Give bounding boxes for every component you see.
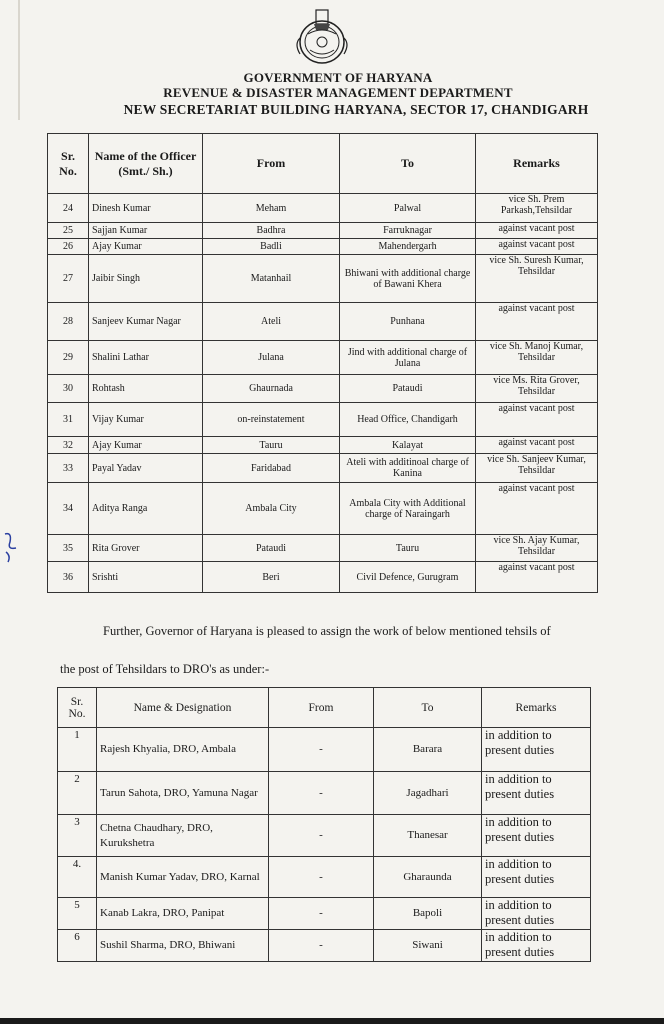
from-cell: Faridabad xyxy=(203,454,340,483)
remarks-cell: vice Sh. Prem Parkash,Tehsildar xyxy=(476,194,598,223)
name-cell: Manish Kumar Yadav, DRO, Karnal xyxy=(97,857,269,898)
remarks-cell: vice Sh. Ajay Kumar, Tehsildar xyxy=(476,535,598,562)
name-cell: Sanjeev Kumar Nagar xyxy=(89,303,203,341)
remarks-cell: in addition to present duties xyxy=(482,815,591,857)
sr-cell: 6 xyxy=(58,930,97,962)
to-cell: Tauru xyxy=(340,535,476,562)
from-cell: Ateli xyxy=(203,303,340,341)
remarks-cell: vice Sh. Sanjeev Kumar, Tehsildar xyxy=(476,454,598,483)
table-row xyxy=(48,483,598,535)
instruction-paragraph-line1: Further, Governor of Haryana is pleased to assign the work of below mentioned tehsils of xyxy=(103,624,551,638)
remarks-cell: against vacant post xyxy=(476,223,598,239)
haryana-emblem-icon xyxy=(286,4,358,66)
from-cell: Badli xyxy=(203,239,340,255)
header-address: NEW SECRETARIAT BUILDING HARYANA, SECTOR 17, CHANDIGARH xyxy=(123,102,589,117)
remarks-cell: in addition to present duties xyxy=(482,772,591,815)
sr-cell: 29 xyxy=(48,341,89,375)
name-cell: Ajay Kumar xyxy=(89,239,203,255)
to-cell: Siwani xyxy=(374,930,482,962)
table-row xyxy=(48,255,598,303)
from-cell: Julana xyxy=(203,341,340,375)
sr-cell: 35 xyxy=(48,535,89,562)
to-cell: Head Office, Chandigarh xyxy=(340,403,476,437)
table-row xyxy=(48,562,598,593)
sr-cell: 3 xyxy=(58,815,97,857)
to-cell: Jind with additional charge of Julana xyxy=(340,341,476,375)
remarks-cell: in addition to present duties xyxy=(482,930,591,962)
remarks-cell: against vacant post xyxy=(476,403,598,437)
sr-cell: 31 xyxy=(48,403,89,437)
to-cell: Gharaunda xyxy=(374,857,482,898)
table-row xyxy=(58,772,591,815)
table-row xyxy=(48,437,598,454)
name-cell: Srishti xyxy=(89,562,203,593)
sr-cell: 30 xyxy=(48,375,89,403)
dro-assignment-table xyxy=(57,687,591,962)
column-header-officer-name: Name of the Officer (Smt./ Sh.) xyxy=(89,134,203,194)
name-cell: Sushil Sharma, DRO, Bhiwani xyxy=(97,930,269,962)
sr-cell: 2 xyxy=(58,772,97,815)
name-cell: Tarun Sahota, DRO, Yamuna Nagar xyxy=(97,772,269,815)
to-cell: Jagadhari xyxy=(374,772,482,815)
remarks-cell: against vacant post xyxy=(476,303,598,341)
instruction-paragraph-line2: the post of Tehsildars to DRO's as under:- xyxy=(60,662,270,676)
from-cell: Badhra xyxy=(203,223,340,239)
table-row xyxy=(48,535,598,562)
table-row xyxy=(48,194,598,223)
to-cell: Ateli with additinoal charge of Kanina xyxy=(340,454,476,483)
table-row xyxy=(48,375,598,403)
to-cell: Bapoli xyxy=(374,898,482,930)
transfer-table xyxy=(47,133,598,593)
name-cell: Jaibir Singh xyxy=(89,255,203,303)
table-row xyxy=(58,898,591,930)
to-cell: Bhiwani with additional charge of Bawani Khera xyxy=(340,255,476,303)
sr-cell: 26 xyxy=(48,239,89,255)
remarks-cell: in addition to present duties xyxy=(482,857,591,898)
sr-cell: 32 xyxy=(48,437,89,454)
from-cell: - xyxy=(269,898,374,930)
from-cell: - xyxy=(269,857,374,898)
from-cell: Meham xyxy=(203,194,340,223)
column-header-remarks: Remarks xyxy=(476,134,598,194)
remarks-cell: in addition to present duties xyxy=(482,728,591,772)
header-department: REVENUE & DISASTER MANAGEMENT DEPARTMENT xyxy=(163,85,513,100)
to-cell: Barara xyxy=(374,728,482,772)
handwritten-margin-mark xyxy=(2,530,20,564)
sr-cell: 36 xyxy=(48,562,89,593)
to-cell: Ambala City with Additional charge of Naraingarh xyxy=(340,483,476,535)
to-cell: Farruknagar xyxy=(340,223,476,239)
column-header-from: From xyxy=(269,688,374,728)
name-cell: Vijay Kumar xyxy=(89,403,203,437)
column-header-from: From xyxy=(203,134,340,194)
from-cell: on-reinstatement xyxy=(203,403,340,437)
from-cell: - xyxy=(269,728,374,772)
name-cell: Rohtash xyxy=(89,375,203,403)
table-row xyxy=(48,239,598,255)
name-cell: Chetna Chaudhary, DRO, Kurukshetra xyxy=(97,815,269,857)
column-header-remarks: Remarks xyxy=(482,688,591,728)
remarks-cell: in addition to present duties xyxy=(482,898,591,930)
remarks-cell: vice Sh. Manoj Kumar, Tehsildar xyxy=(476,341,598,375)
name-cell: Rita Grover xyxy=(89,535,203,562)
remarks-cell: against vacant post xyxy=(476,239,598,255)
remarks-cell: against vacant post xyxy=(476,483,598,535)
to-cell: Thanesar xyxy=(374,815,482,857)
sr-cell: 34 xyxy=(48,483,89,535)
from-cell: - xyxy=(269,930,374,962)
name-cell: Ajay Kumar xyxy=(89,437,203,454)
table-row xyxy=(48,303,598,341)
remarks-cell: against vacant post xyxy=(476,437,598,454)
sr-cell: 24 xyxy=(48,194,89,223)
to-cell: Punhana xyxy=(340,303,476,341)
remarks-cell: vice Ms. Rita Grover, Tehsildar xyxy=(476,375,598,403)
column-header-sr-no: Sr. No. xyxy=(48,134,89,194)
table-row xyxy=(58,728,591,772)
sr-cell: 4. xyxy=(58,857,97,898)
from-cell: Tauru xyxy=(203,437,340,454)
table-row xyxy=(58,815,591,857)
from-cell: - xyxy=(269,772,374,815)
to-cell: Civil Defence, Gurugram xyxy=(340,562,476,593)
column-header-to: To xyxy=(374,688,482,728)
name-cell: Dinesh Kumar xyxy=(89,194,203,223)
remarks-cell: against vacant post xyxy=(476,562,598,593)
table-row xyxy=(48,454,598,483)
table-row xyxy=(48,403,598,437)
table-row xyxy=(48,223,598,239)
name-cell: Sajjan Kumar xyxy=(89,223,203,239)
sr-cell: 5 xyxy=(58,898,97,930)
table-row xyxy=(48,341,598,375)
sr-cell: 28 xyxy=(48,303,89,341)
table-row xyxy=(58,930,591,962)
bottom-edge-bar xyxy=(0,1018,664,1024)
from-cell: Matanhail xyxy=(203,255,340,303)
table-row xyxy=(58,857,591,898)
remarks-cell: vice Sh. Suresh Kumar, Tehsildar xyxy=(476,255,598,303)
name-cell: Aditya Ranga xyxy=(89,483,203,535)
from-cell: Beri xyxy=(203,562,340,593)
column-header-to: To xyxy=(340,134,476,194)
name-cell: Kanab Lakra, DRO, Panipat xyxy=(97,898,269,930)
from-cell: Pataudi xyxy=(203,535,340,562)
from-cell: Ghaurnada xyxy=(203,375,340,403)
name-cell: Rajesh Khyalia, DRO, Ambala xyxy=(97,728,269,772)
from-cell: Ambala City xyxy=(203,483,340,535)
sr-cell: 1 xyxy=(58,728,97,772)
page-fold-shadow xyxy=(18,0,20,120)
column-header-name-designation: Name & Designation xyxy=(97,688,269,728)
header-government: GOVERNMENT OF HARYANA xyxy=(243,70,433,85)
to-cell: Mahendergarh xyxy=(340,239,476,255)
from-cell: - xyxy=(269,815,374,857)
to-cell: Palwal xyxy=(340,194,476,223)
sr-cell: 25 xyxy=(48,223,89,239)
column-header-sr-no: Sr. No. xyxy=(58,688,97,728)
to-cell: Pataudi xyxy=(340,375,476,403)
sr-cell: 27 xyxy=(48,255,89,303)
to-cell: Kalayat xyxy=(340,437,476,454)
name-cell: Shalini Lathar xyxy=(89,341,203,375)
name-cell: Payal Yadav xyxy=(89,454,203,483)
sr-cell: 33 xyxy=(48,454,89,483)
